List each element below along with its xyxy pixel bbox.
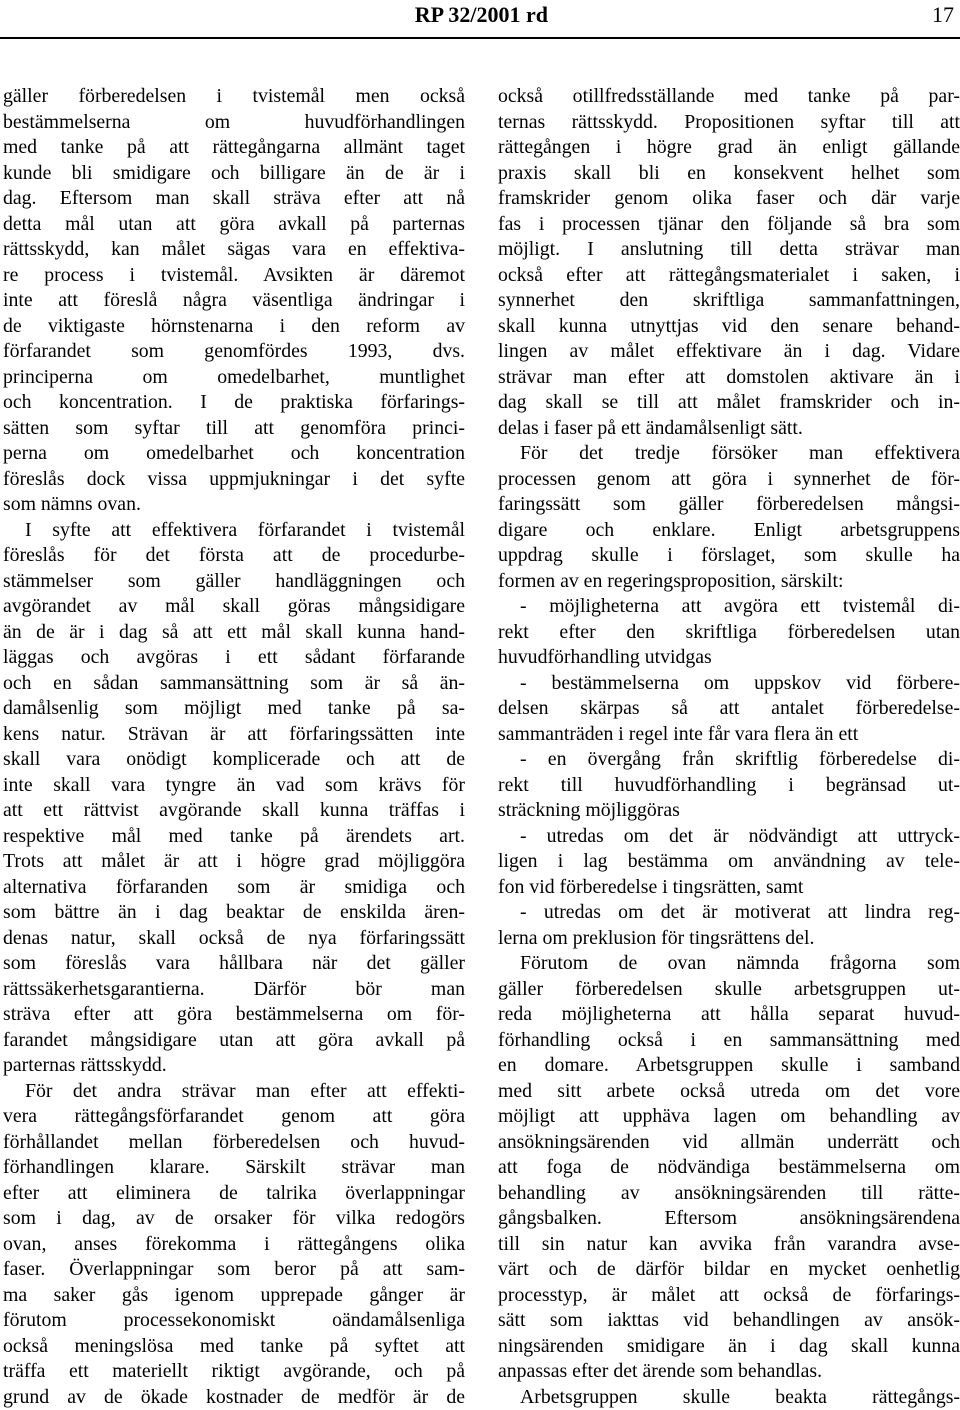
right-column-text-line: skall kunna utnyttjas vid den senare behand- [498,314,960,340]
left-column-text-line: respektive mål med tanke på ärendets art. [3,824,465,850]
right-column-text-line: Förutom de ovan nämnda frågorna som [498,951,960,977]
left-column-text-line: gäller förberedelsen i tvistemål men också [3,84,465,110]
left-column-text-line: förfarandet som genomfördes 1993, dvs. [3,339,465,365]
page-header [0,0,960,30]
right-column-text-line: - bestämmelserna om uppskov vid förbere- [498,671,960,697]
left-column-text-line: förhandlingen klarare. Särskilt strävar man [3,1155,465,1181]
right-column-text-line: ternas rättsskydd. Propositionen syftar till att [498,110,960,136]
left-column [3,84,465,1410]
left-column-text-line: farandet mångsidigare utan att göra avkall på [3,1028,465,1054]
right-column-text-line: lerna om preklusion för tingsrättens del. [498,926,960,952]
right-column-text-line: praxis skall bli en konsekvent helhet som [498,161,960,187]
left-column-text-line: parternas rättsskydd. [3,1053,465,1079]
left-column-text-line: förutom processekonomiskt oändamålsenliga [3,1308,465,1334]
left-column-text-line: ovan, anses förekomma i rättegångens olika [3,1232,465,1258]
right-column-text-line: fon vid förberedelse i tingsrätten, samt [498,875,960,901]
left-column-text-line: avgörandet av mål skall göras mångsidigare [3,594,465,620]
right-column-text-line: - möjligheterna att avgöra ett tvistemål di- [498,594,960,620]
right-column-text-line: faringssätt som gäller förberedelsen mångsi- [498,492,960,518]
right-column-text-line: ansökningsärenden vid allmän underrätt och [498,1130,960,1156]
right-column-text-line: synnerhet den skriftliga sammanfattningen, [498,288,960,314]
left-column-text-line: som föreslås vara hållbara när det gäller [3,951,465,977]
right-column-text-line: sträckning möjliggöras [498,798,960,824]
header-rule [0,37,960,39]
right-column-text-line: möjligt. I anslutning till detta strävar man [498,237,960,263]
right-column-text-line: reda möjligheterna att hålla separat huvud- [498,1002,960,1028]
right-column-text-line: möjligt att upphäva lagen om behandling av [498,1104,960,1130]
right-column-text-line: strävar man efter att domstolen aktivare än i [498,365,960,391]
right-column-text-line: - utredas om det är nödvändigt att uttryck- [498,824,960,850]
right-column-text-line: - utredas om det är motiverat att lindra reg- [498,900,960,926]
right-column-text-line: Arbetsgruppen skulle beakta rättegångs- [498,1385,960,1410]
right-column-text-line: rekt efter den skriftliga förberedelsen utan [498,620,960,646]
right-column-text-line: värt och de därför bildar en mycket oenhetlig [498,1257,960,1283]
left-column-text-line: inte skall vara tyngre än vad som krävs för [3,773,465,799]
right-column-text-line: För det tredje försöker man effektivera [498,441,960,467]
right-column-text-line: framskrider genom olika faser och där varje [498,186,960,212]
right-column-text-line: sammanträden i regel inte får vara flera än ett [498,722,960,748]
left-column-text-line: ma saker gås igenom upprepade gånger är [3,1283,465,1309]
left-column-text-line: föreslås dock vissa uppmjukningar i det syfte [3,467,465,493]
right-column-text-line: behandling av ansökningsärenden till rätte- [498,1181,960,1207]
right-column-text-line: fas i processen tjänar den följande så bra som [498,212,960,238]
right-column-text-line: lingen av målet effektivare än i dag. Vidare [498,339,960,365]
right-column-text-line: - en övergång från skriftlig förberedelse di- [498,747,960,773]
right-column-text-line: huvudförhandling utvidgas [498,645,960,671]
left-column-text-line: För det andra strävar man efter att effekti- [3,1079,465,1105]
left-column-text-line: rättsskydd, kan målet sägas vara en effektiva- [3,237,465,263]
right-column-text-line: processtyp, är målet att också de förfarings- [498,1283,960,1309]
left-column-text-line: grund av de ökade kostnader de medför är de [3,1385,465,1410]
left-column-text-line: perna om omedelbarhet och koncentration [3,441,465,467]
left-column-text-line: som i dag, av de orsaker för vilka redogörs [3,1206,465,1232]
left-column-text-line: faser. Överlappningar som beror på att sam- [3,1257,465,1283]
left-column-text-line: och en sådan sammansättning som är så än- [3,671,465,697]
left-column-text-line: att ett rättvist avgörande skall kunna träffas i [3,798,465,824]
left-column-text-line: vera rättegångsförfarandet genom att göra [3,1104,465,1130]
right-column-text-line: digare och enklare. Enligt arbetsgruppens [498,518,960,544]
right-column-text-line: förhandling också i en sammansättning med [498,1028,960,1054]
right-column-text-line: formen av en regeringsproposition, särskilt: [498,569,960,595]
left-column-text-line: damålsenlig som möjligt med tanke på sa- [3,696,465,722]
page-number: 17 [932,2,954,28]
left-column-text-line: träffa ett materiellt riktigt avgörande, och på [3,1359,465,1385]
left-column-text-line: föreslås för det första att de procedurbe- [3,543,465,569]
left-column-text-line: detta mål utan att göra avkall på parternas [3,212,465,238]
right-column-text-line: gäller förberedelsen skulle arbetsgruppen ut- [498,977,960,1003]
left-column-text-line: alternativa förfaranden som är smidiga och [3,875,465,901]
right-column-text-line: till sin natur kan avvika från varandra avse- [498,1232,960,1258]
left-column-text-line: skall vara onödigt komplicerade och att de [3,747,465,773]
left-column-text-line: sätten som syftar till att genomföra princi- [3,416,465,442]
left-column-text-line: de viktigaste hörnstenarna i den reform av [3,314,465,340]
left-column-text-line: principerna om omedelbarhet, muntlighet [3,365,465,391]
right-column-text-line: att foga de nödvändiga bestämmelserna om [498,1155,960,1181]
left-column-text-line: med tanke på att rättegångarna allmänt taget [3,135,465,161]
right-column-text-line: ningsärenden smidigare än i dag skall kunna [498,1334,960,1360]
left-column-text-line: Trots att målet är att i högre grad möjliggöra [3,849,465,875]
right-column-text-line: ligen i lag bestämma om användning av tele- [498,849,960,875]
left-column-text-line: denas natur, skall också de nya förfaringssätt [3,926,465,952]
right-column-text-line: rättegången i högre grad än enligt gällande [498,135,960,161]
left-column-text-line: och koncentration. I de praktiska förfarings- [3,390,465,416]
left-column-text-line: efter att eliminera de talrika överlappningar [3,1181,465,1207]
left-column-text-line: inte att föreslå några väsentliga ändringar i [3,288,465,314]
right-column [498,84,960,1410]
right-column-text-line: också efter att rättegångsmaterialet i saken, i [498,263,960,289]
left-column-text-line: kunde bli smidigare och billigare än de är i [3,161,465,187]
right-column-text-line: delsen skärpas så att antalet förberedelse- [498,696,960,722]
left-column-text-line: re process i tvistemål. Avsikten är däremot [3,263,465,289]
left-column-text-line: sträva efter att göra bestämmelserna om för- [3,1002,465,1028]
right-column-text-line: gångsbalken. Eftersom ansökningsärendena [498,1206,960,1232]
left-column-text-line: I syfte att effektivera förfarandet i tvistemål [3,518,465,544]
right-column-text-line: processen genom att göra i synnerhet de för- [498,467,960,493]
right-column-text-line: rekt till huvudförhandling i begränsad ut- [498,773,960,799]
right-column-text-line: sätt som iakttas vid behandlingen av ansök- [498,1308,960,1334]
right-column-text-line: också otillfredsställande med tanke på par- [498,84,960,110]
right-column-text-line: en domare. Arbetsgruppen skulle i samband [498,1053,960,1079]
right-column-text-line: uppdrag skulle i förslaget, som skulle ha [498,543,960,569]
left-column-text-line: också meningslösa med tanke på syftet att [3,1334,465,1360]
right-column-text-line: anpassas efter det ärende som behandlas. [498,1359,960,1385]
left-column-text-line: bestämmelserna om huvudförhandlingen [3,110,465,136]
left-column-text-line: som bättre än i dag beaktar de enskilda ären- [3,900,465,926]
right-column-text-line: dag skall se till att målet framskrider och in- [498,390,960,416]
left-column-text-line: än de är i dag så att ett mål skall kunna hand- [3,620,465,646]
document-id: RP 32/2001 rd [415,2,548,28]
left-column-text-line: dag. Eftersom man skall sträva efter att nå [3,186,465,212]
left-column-text-line: som nämns ovan. [3,492,465,518]
left-column-text-line: läggas och avgöras i ett sådant förfarande [3,645,465,671]
right-column-text-line: delas i faser på ett ändamålsenligt sätt. [498,416,960,442]
right-column-text-line: med sitt arbete också utreda om det vore [498,1079,960,1105]
left-column-text-line: rättssäkerhetsgarantierna. Därför bör man [3,977,465,1003]
left-column-text-line: förhållandet mellan förberedelsen och huvud- [3,1130,465,1156]
left-column-text-line: stämmelser som gäller handläggningen och [3,569,465,595]
left-column-text-line: kens natur. Strävan är att förfaringssätten inte [3,722,465,748]
